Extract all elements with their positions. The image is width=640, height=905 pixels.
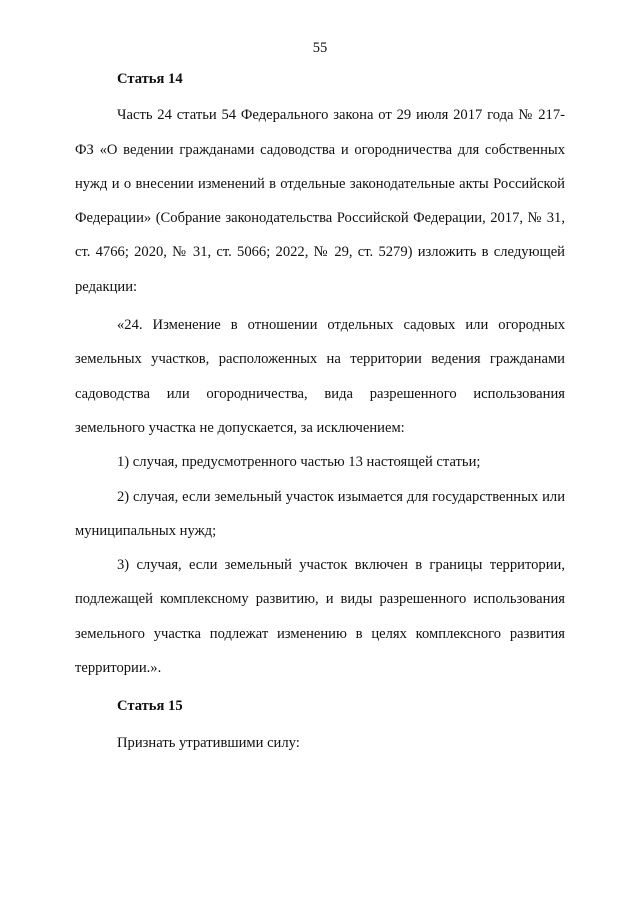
article-15-heading: Статья 15 xyxy=(117,698,183,715)
article-14-item-1: 1) случая, предусмотренного частью 13 настоящей статьи; xyxy=(117,454,481,471)
article-14-heading: Статья 14 xyxy=(117,71,183,87)
article-14-item-3: 3) случая, если земельный участок включен в границы территории, подлежащей комплексному развитию, и виды разрешенного использования земельного участка подлежат изменению в целях комплексного развития территории.». xyxy=(75,557,565,677)
article-14-item-2: 2) случая, если земельный участок изымается для государственных или муниципальных нужд; xyxy=(75,488,565,539)
article-15-intro: Признать утратившими силу: xyxy=(117,734,300,751)
article-14-quote: «24. Изменение в отношении отдельных садовых или огородных земельных участков, расположенных на территории ведения гражданами садоводства или огородничества, вида разрешенного использования земельного участка не допускается, за исключением: xyxy=(75,317,565,436)
page-number: 55 xyxy=(312,40,328,56)
article-14-intro: Часть 24 статьи 54 Федерального закона от 29 июля 2017 года № 217-ФЗ «О ведении гражданами садоводства и огородничества для собственных нужд и о внесении изменений в отдельные законодательные акты Российской Федерации» (Собрание законодательства Российской Федерации, 2017, № 31, ст. 4766; 2020, № 31, ст. 5066; 2022, № 29, ст. 5279) изложить в следующей редакции: xyxy=(75,107,565,295)
document-body xyxy=(75,62,565,760)
